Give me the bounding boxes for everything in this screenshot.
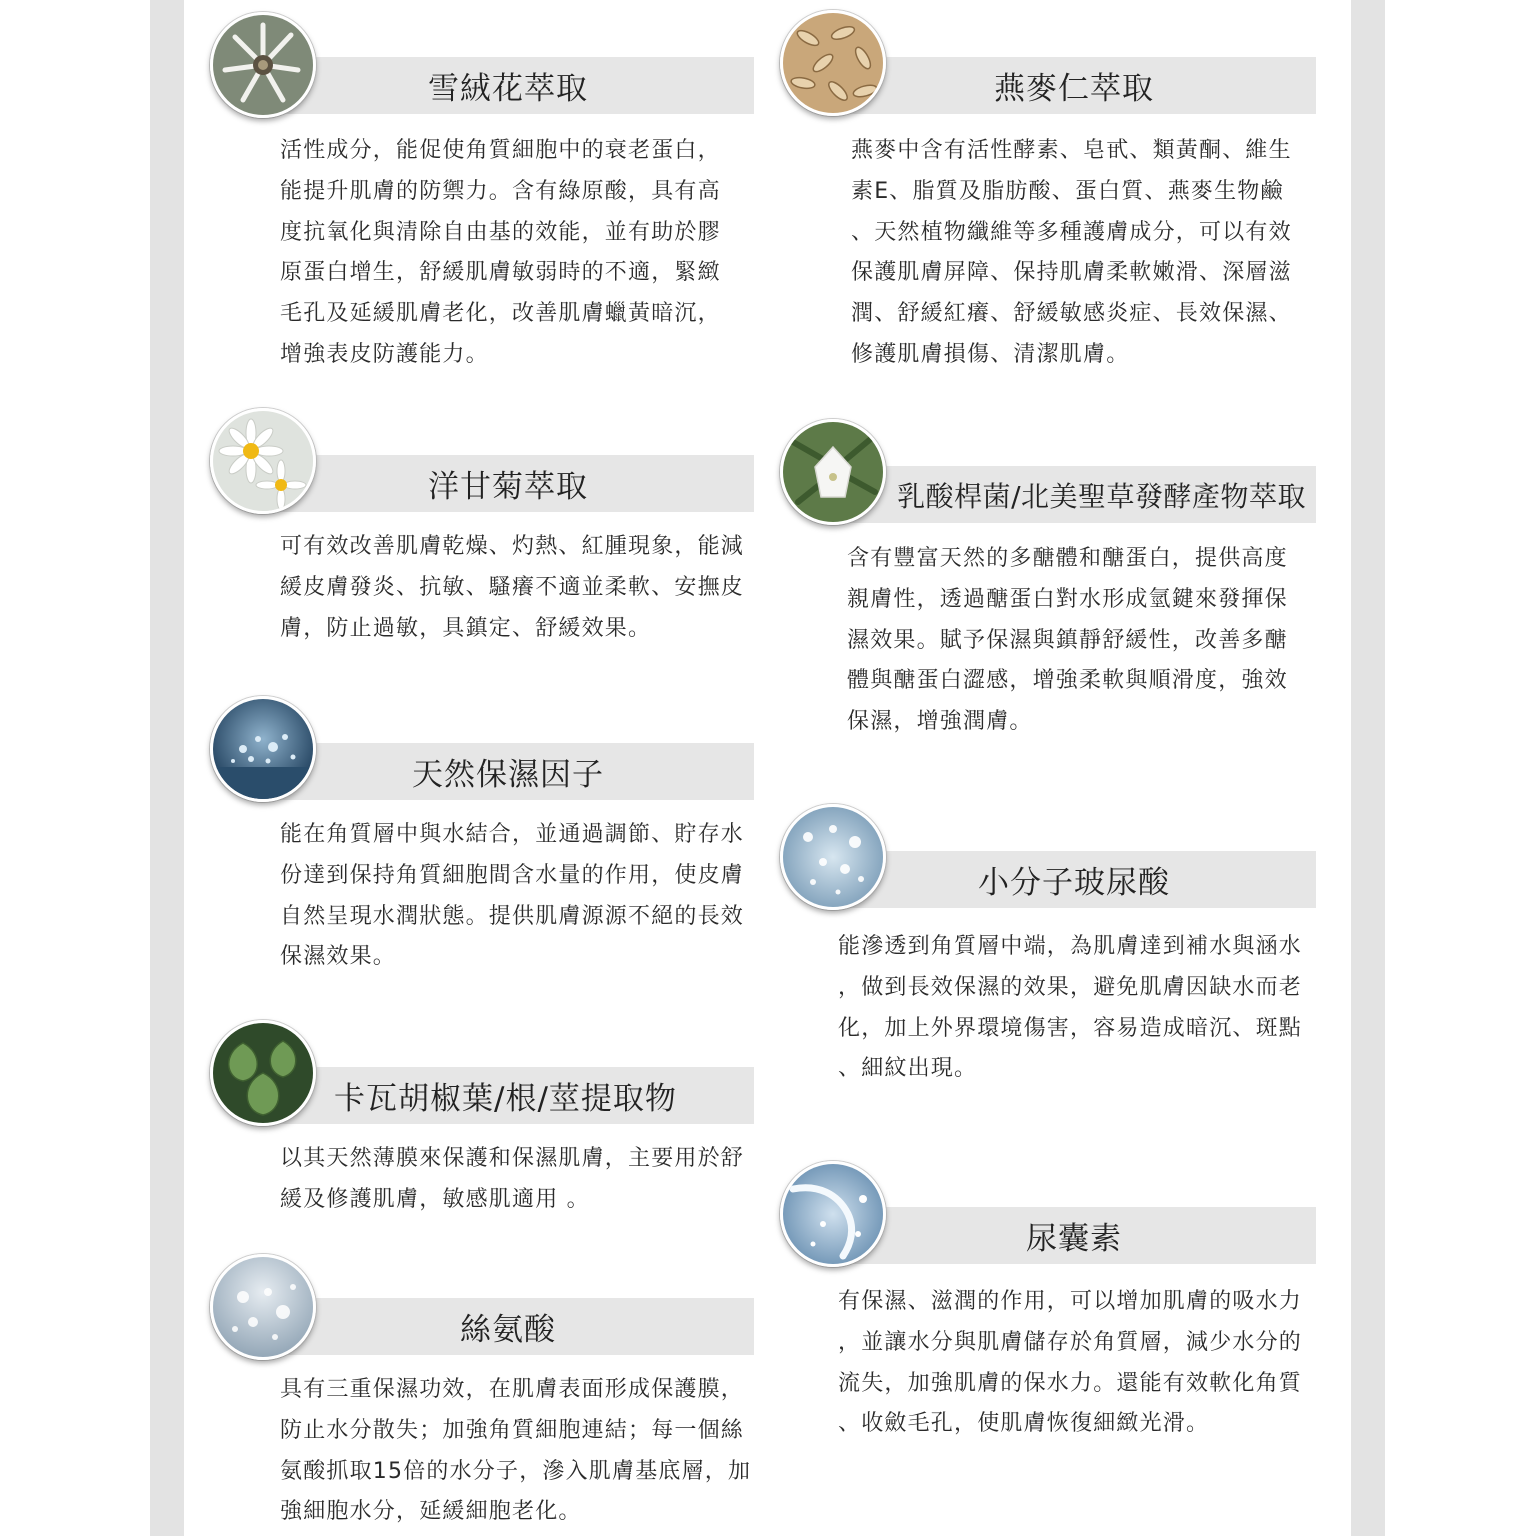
ingredient-title: 雪絨花萃取 [428,71,588,107]
ingredient-description: 燕麥中含有活性酵素、皂甙、類黃酮、維生 素E、脂質及脂肪酸、蛋白質、燕麥生物鹼 、天然植物纖維等多種護膚成分，可以有效 保護肌膚屏障、保持肌膚柔軟嫩滑、深層滋 潤、舒緩紅癢、舒緩敏感炎症、長效保濕、 修護肌膚損傷、清潔肌膚。 [851,138,1292,367]
ingredient-title: 乳酸桿菌/北美聖草發酵產物萃取 [897,479,1306,513]
oat-kernel-icon [780,10,886,116]
ingredient-description: 可有效改善肌膚乾燥、灼熱、紅腫現象，能減 緩皮膚發炎、抗敏、騷癢不適並柔軟、安撫皮 膚，防止過敏，具鎮定、舒緩效果。 [280,534,745,641]
ingredient-title-band [262,57,754,114]
ingredient-title: 卡瓦胡椒葉/根/莖提取物 [334,1081,677,1117]
ingredient-description: 具有三重保濕功效，在肌膚表面形成保護膜， 防止水分散失；加強角質細胞連結；每一個絲 氨酸抓取15倍的水分子，滲入肌膚基底層，加 強細胞水分，延緩細胞老化。 [280,1377,752,1525]
ingredient-description: 以其天然薄膜來保護和保濕肌膚，主要用於舒 緩及修護肌膚，敏感肌適用 。 [280,1146,745,1212]
water-bubbles-icon [210,1254,316,1360]
right-margin-bar [1351,0,1385,1536]
edelweiss-icon [210,12,316,118]
ingredient-description: 含有豐富天然的多醣體和醣蛋白，提供高度 親膚性，透過醣蛋白對水形成氫鍵來發揮保 濕效果。賦予保濕與鎮靜舒緩性，改善多醣 體與醣蛋白澀感，增強柔軟與順滑度，強效 保濕，增強潤膚。 [847,546,1288,735]
chamomile-icon [210,408,316,514]
ingredient-description: 能在角質層中與水結合，並通過調節、貯存水 份達到保持角質細胞間含水量的作用，使皮膚 自然呈現水潤狀態。提供肌膚源源不絕的長效 保濕效果。 [280,822,745,970]
water-droplets-icon [780,804,886,910]
ingredient-title-band [262,743,754,800]
ingredient-title-band [832,851,1316,908]
ingredient-title-band [262,1298,754,1355]
water-splash-icon [210,696,316,802]
ingredient-title-band [262,1067,754,1124]
yerba-santa-flower-icon [780,419,886,525]
ingredient-description: 活性成分，能促使角質細胞中的衰老蛋白， 能提升肌膚的防禦力。含有綠原酸，具有高 度抗氧化與清除自由基的效能，並有助於膠 原蛋白增生，舒緩肌膚敏弱時的不適，緊緻 毛孔及延緩肌膚老化，改善肌膚蠟黃暗沉， 增強表皮防護能力。 [280,138,721,367]
ingredient-title: 天然保濕因子 [412,757,604,793]
ingredient-description: 能滲透到角質層中端，為肌膚達到補水與涵水 ，做到長效保濕的效果，避免肌膚因缺水而老 化，加上外界環境傷害，容易造成暗沉、斑點 、細紋出現。 [838,934,1303,1082]
kava-leaf-icon [210,1020,316,1126]
ingredient-title-band [832,466,1316,523]
water-stream-icon [780,1161,886,1267]
ingredient-title: 燕麥仁萃取 [994,71,1154,107]
ingredient-title-band [832,57,1316,114]
left-margin-bar [150,0,184,1536]
ingredient-title: 洋甘菊萃取 [428,469,588,505]
ingredient-title-band [262,455,754,512]
ingredient-title-band [832,1207,1316,1264]
ingredient-title: 尿囊素 [1026,1221,1122,1257]
ingredient-description: 有保濕、滋潤的作用，可以增加肌膚的吸水力 ，並讓水分與肌膚儲存於角質層，減少水分的 流失，加強肌膚的保水力。還能有效軟化角質 、收斂毛孔，使肌膚恢復細緻光滑。 [838,1289,1303,1437]
ingredient-title: 絲氨酸 [460,1312,556,1348]
ingredient-title: 小分子玻尿酸 [978,865,1170,901]
